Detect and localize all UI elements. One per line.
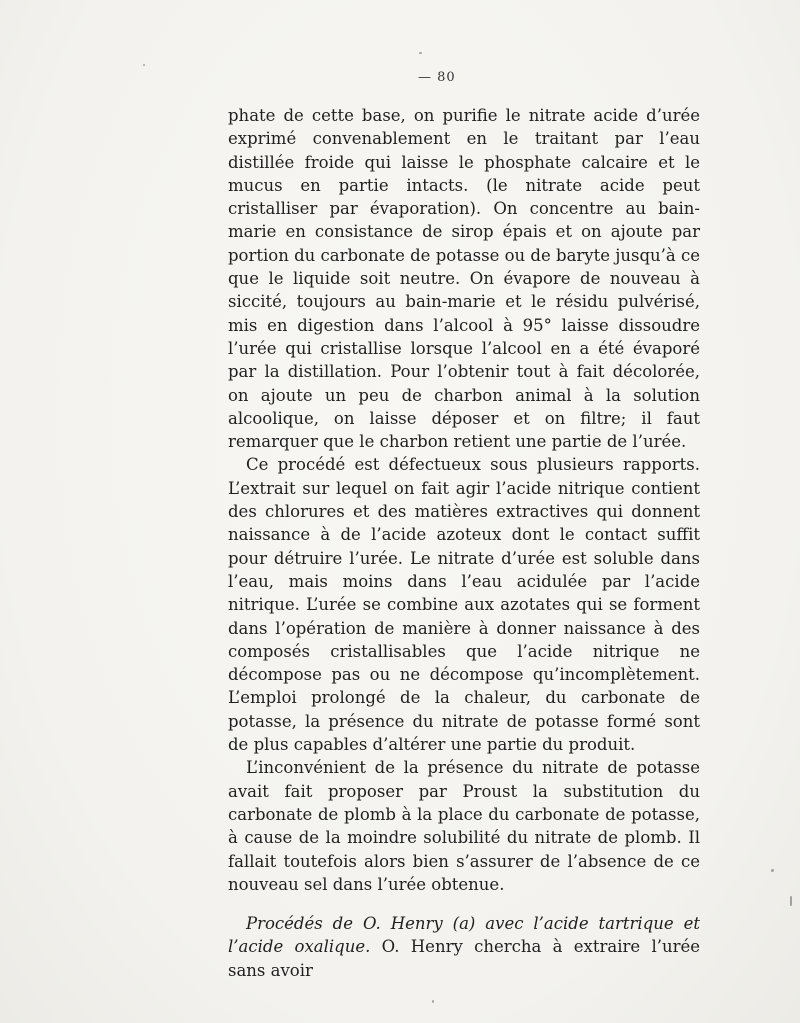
section-paragraph	[228, 912, 700, 982]
paper-speck	[771, 869, 774, 872]
paper-speck	[419, 52, 422, 54]
paragraph-3: L’inconvénient de la présence du nitrate de potasse avait fait proposer par Proust la substitution du carbonate de plomb à la place du carbonate de potasse, à cause de la moindre solubilité du nitrate de plomb. Il fallait toutefois alors bien s’assurer de l’absence de ce nouveau sel dans l’urée obtenue.	[228, 758, 700, 894]
paper-speck	[432, 1000, 434, 1003]
paragraph-1: phate de cette base, on purifie le nitrate acide d’urée exprimé convenablement en le traitant par l’eau distillée froide qui laisse le phosphate calcaire et le mucus en partie intacts. (le nitrate acide peut cristalliser par évaporation). On concentre au bain-marie en consistance de sirop épais et on ajoute par portion du carbonate de potasse ou de baryte jusqu’à ce que le liquide soit neutre. On évapore de nouveau à siccité, toujours au bain-marie et le résidu pulvérisé, mis en digestion dans l’alcool à 95° laisse dissoudre l’urée qui cristallise lorsque l’alcool en a été évaporé par la distillation. Pour l’obtenir tout à fait décolorée, on ajoute un peu de charbon animal à la solution alcoolique, on laisse déposer et on filtre; il faut remarquer que le charbon retient une partie de l’urée.	[228, 106, 700, 452]
paper-speck	[790, 896, 792, 906]
section-text: O. Henry chercha à extraire l’urée sans avoir	[228, 937, 701, 980]
body-text	[228, 104, 700, 998]
paragraph-2: Ce procédé est défectueux sous plusieurs rapports. L’extrait sur lequel on fait agir l’acide nitrique contient des chlorures et des matières extractives qui donnent naissance à de l’acide azoteux dont le contact suffit pour détruire l’urée. Le nitrate d’urée est soluble dans l’eau, mais moins dans l’eau acidulée par l’acide nitrique. L’urée se combine aux azotates qui se forment dans l’opération de manière à donner naissance à des composés cristallisables que l’acide nitrique ne décompose pas ou ne décompose qu’incomplètement. L’emploi prolongé de la chaleur, du carbonate de potasse, la présence du nitrate de potasse formé sont de plus capables d’altérer une partie du produit.	[228, 455, 700, 755]
paper-speck	[143, 64, 145, 66]
page-number: — 80	[418, 70, 456, 85]
section-title: Procédés de O. Henry (a) avec l’acide tartrique et l’acide oxalique.	[228, 914, 700, 957]
